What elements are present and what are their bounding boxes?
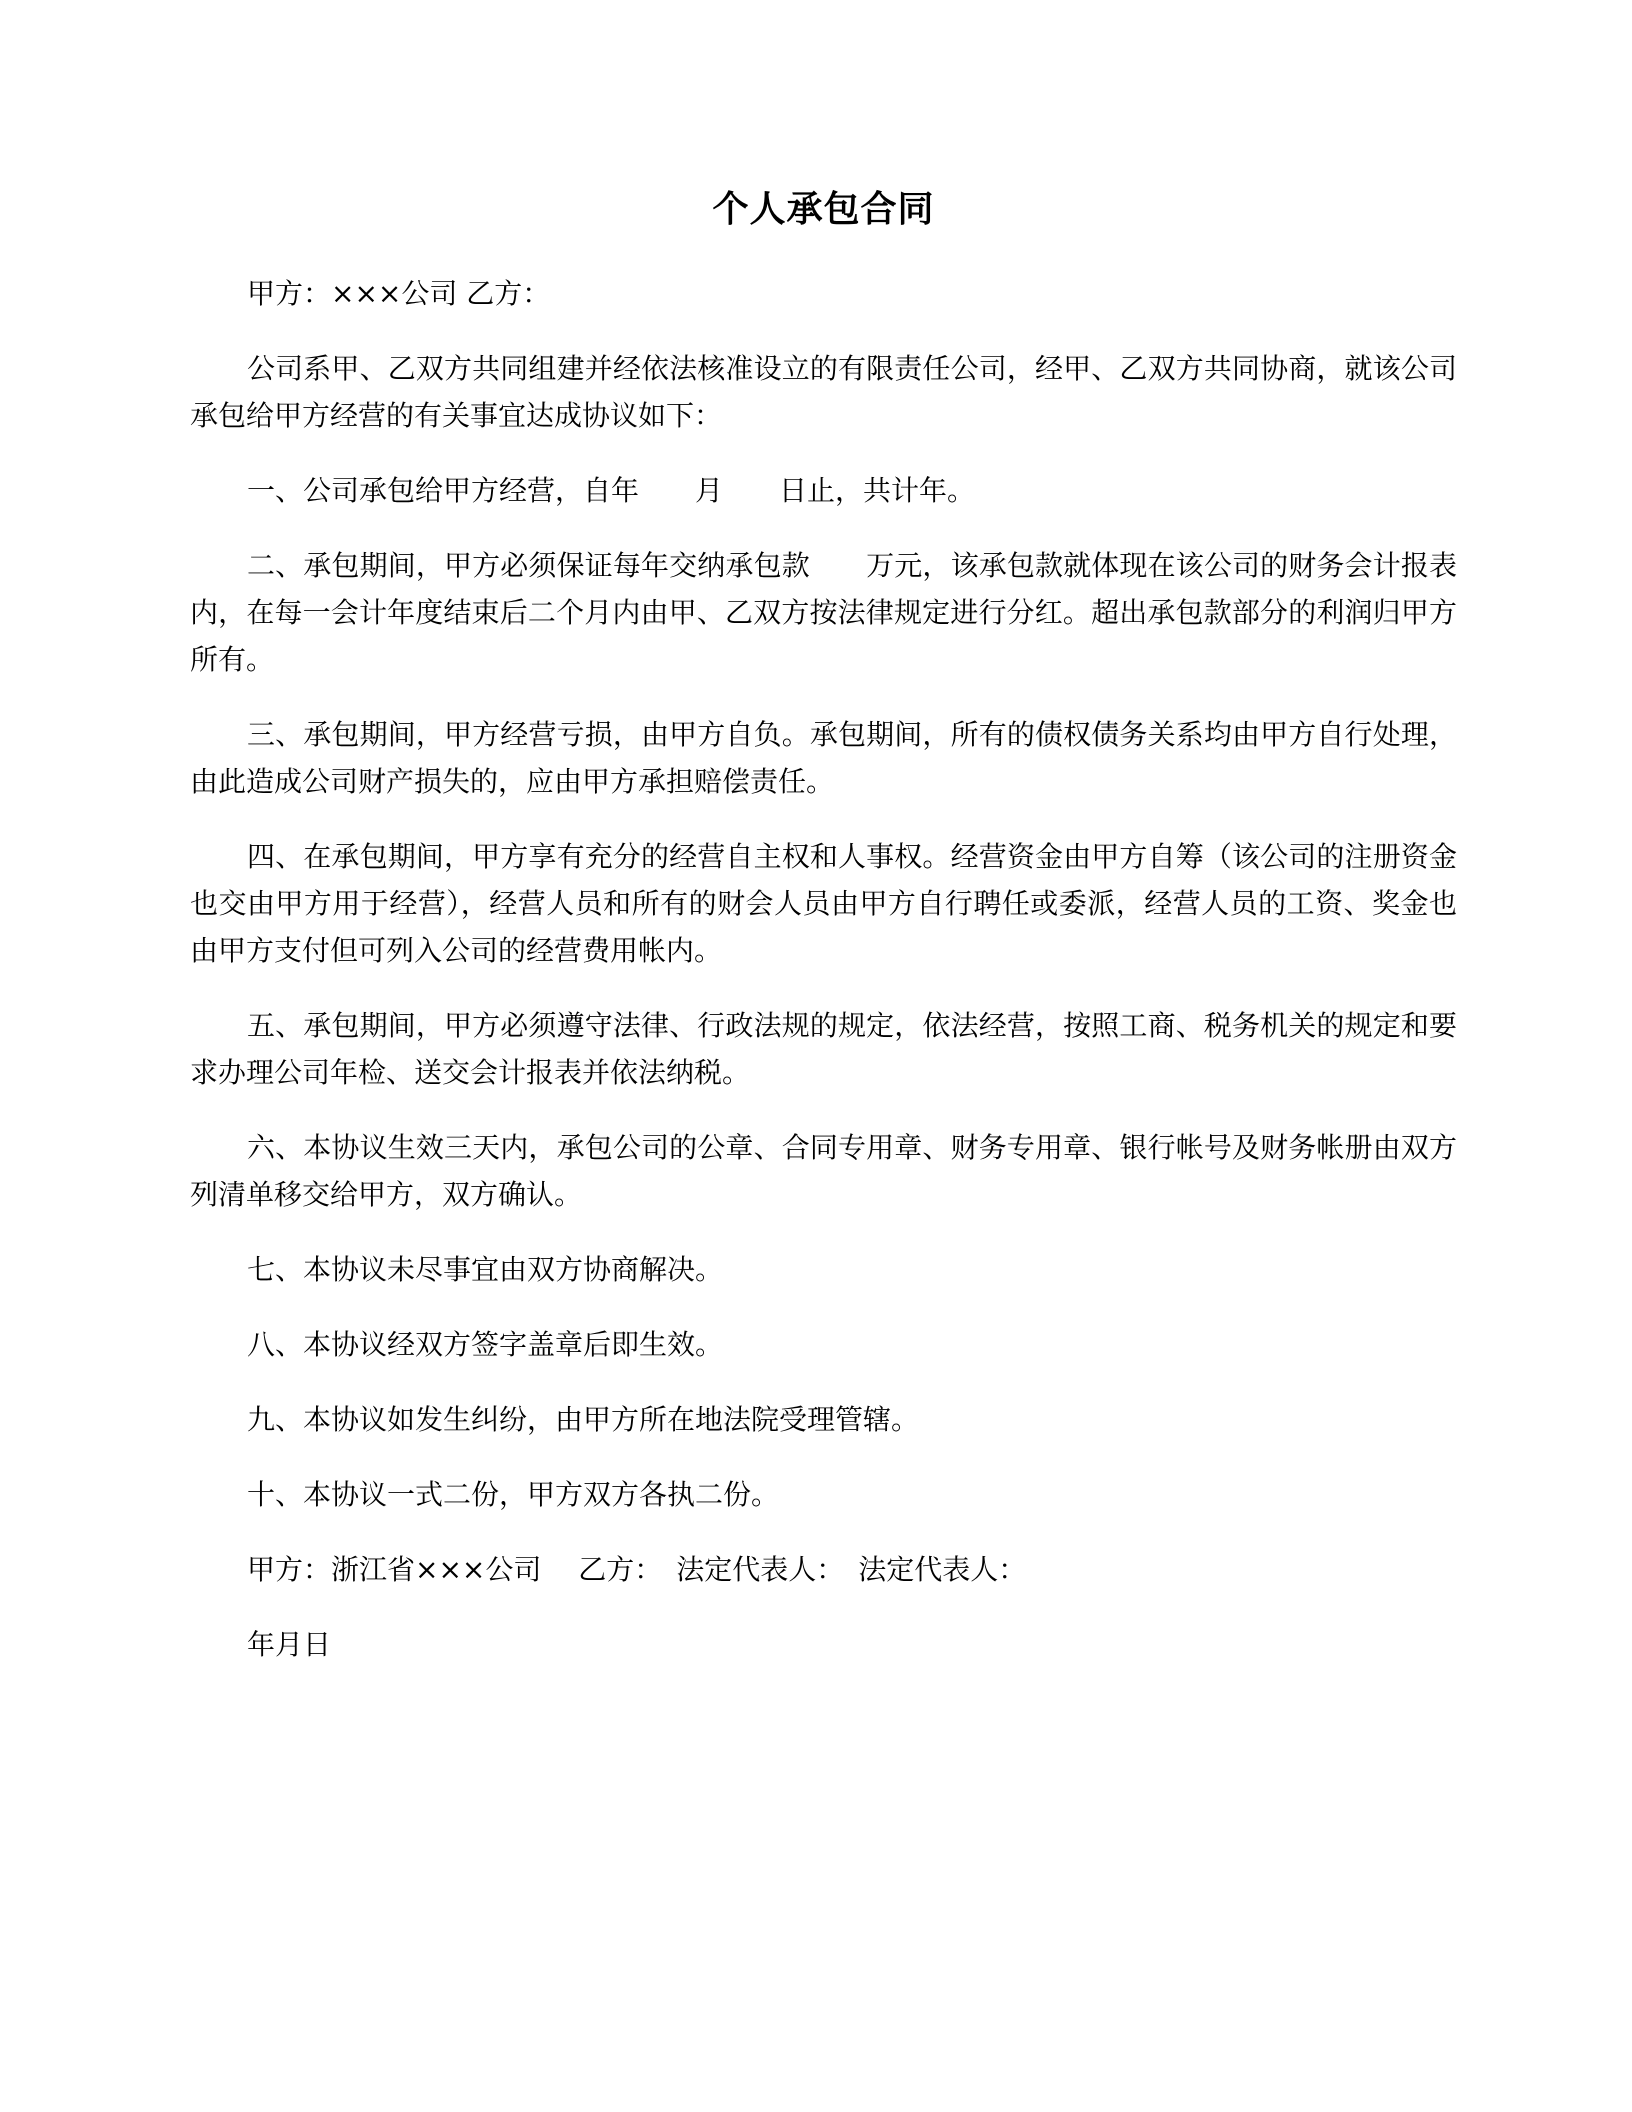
clause-2: 二、承包期间，甲方必须保证每年交纳承包款 万元，该承包款就体现在该公司的财务会计报表内，在每一会计年度结束后二个月内由甲、乙双方按法律规定进行分红。超出承包款部分的利润归甲方所有。: [190, 549, 1457, 676]
preamble: 公司系甲、乙双方共同组建并经依法核准设立的有限责任公司，经甲、乙双方共同协商，就该公司承包给甲方经营的有关事宜达成协议如下：: [190, 352, 1457, 432]
clause-4: 四、在承包期间，甲方享有充分的经营自主权和人事权。经营资金由甲方自筹（该公司的注册资金也交由甲方用于经营），经营人员和所有的财会人员由甲方自行聘任或委派，经营人员的工资、奖金也由甲方支付但可列入公司的经营费用帐内。: [190, 840, 1457, 967]
clause-10: 十、本协议一式二份，甲方双方各执二份。: [247, 1478, 780, 1511]
clause-5: 五、承包期间，甲方必须遵守法律、行政法规的规定，依法经营，按照工商、税务机关的规定和要求办理公司年检、送交会计报表并依法纳税。: [190, 1009, 1457, 1089]
clause-1: 一、公司承包给甲方经营，自年 月 日止，共计年。: [247, 474, 976, 507]
date-line: 年月日: [247, 1628, 332, 1661]
clause-6: 六、本协议生效三天内，承包公司的公章、合同专用章、财务专用章、银行帐号及财务帐册由双方列清单移交给甲方，双方确认。: [190, 1131, 1457, 1211]
clause-8: 八、本协议经双方签字盖章后即生效。: [247, 1328, 724, 1361]
clause-9: 九、本协议如发生纠纷，由甲方所在地法院受理管辖。: [247, 1403, 920, 1436]
document-title: 个人承包合同: [712, 189, 935, 230]
signature-line: 甲方：浙江省×××公司 乙方： 法定代表人： 法定代表人：: [247, 1553, 1027, 1586]
party-line: 甲方：×××公司 乙方：: [247, 277, 551, 310]
clause-3: 三、承包期间，甲方经营亏损，由甲方自负。承包期间，所有的债权债务关系均由甲方自行处理，由此造成公司财产损失的，应由甲方承担赔偿责任。: [190, 718, 1457, 798]
clause-7: 七、本协议未尽事宜由双方协商解决。: [247, 1253, 724, 1286]
